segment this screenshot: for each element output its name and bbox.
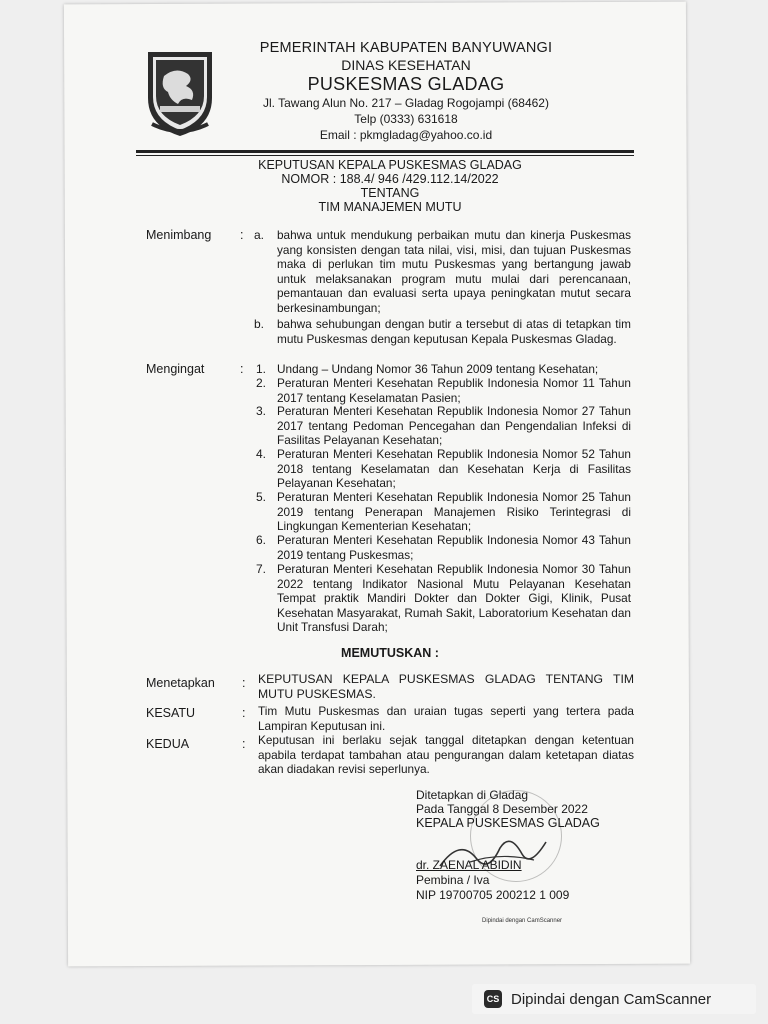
memutuskan-heading: MEMUTUSKAN : [341, 646, 439, 660]
menimbang-b-marker: b. [254, 317, 265, 331]
kesatu-text: Tim Mutu Puskesmas dan uraian tugas seperti yang tertera pada Lampiran Keputusan ini. [258, 704, 634, 733]
scanner-footnote: Dipindai dengan CamScanner [482, 918, 563, 924]
letterhead-email: Email : pkmgladag@yahoo.co.id [319, 128, 493, 142]
mengingat-item-number: 5. [256, 490, 267, 504]
mengingat-item-text: Peraturan Menteri Kesehatan Republik Indonesia Nomor 11 Tahun 2017 tentang Keselamatan Pasien; [277, 376, 631, 405]
menetapkan-label: Menetapkan [146, 676, 215, 690]
menimbang-b-text: bahwa sehubungan dengan butir a tersebut di atas di tetapkan tim mutu Puskesmas dengan keputusan Kepala Puskesmas Gladag. [277, 317, 631, 346]
menimbang-label: Menimbang [146, 228, 212, 242]
kedua-colon: : [242, 737, 246, 751]
mengingat-item-text: Peraturan Menteri Kesehatan Republik Indonesia Nomor 25 Tahun 2019 tentang Penerapan Manajemen Risiko Terintegrasi di Lingkungan Kementerian Kesehatan; [277, 490, 631, 534]
menimbang-colon: : [240, 228, 244, 242]
letterhead-government: PEMERINTAH KABUPATEN BANYUWANGI [259, 40, 553, 56]
camscanner-label: Dipindai dengan CamScanner [511, 990, 712, 1008]
kedua-label: KEDUA [146, 737, 190, 751]
kedua-text: Keputusan ini berlaku sejak tanggal ditetapkan dengan ketentuan apabila terdapat tambahan atau pengurangan dalam ketetapan diatas akan diadakan revisi seperlunya. [258, 733, 634, 777]
kesatu-label: KESATU [146, 706, 196, 720]
mengingat-item-text: Peraturan Menteri Kesehatan Republik Indonesia Nomor 43 Tahun 2019 tentang Puskesmas; [277, 533, 631, 562]
menetapkan-text: KEPUTUSAN KEPALA PUSKESMAS GLADAG TENTANG TIM MUTU PUSKESMAS. [258, 672, 634, 701]
menimbang-a-text: bahwa untuk mendukung perbaikan mutu dan kinerja Puskesmas yang konsisten dengan tata nilai, visi, misi, dan tujuan Puskesmas maka di perlukan tim mutu Puskesmas yang bertangung jawab untuk melaksanakan program mutu mulai dari perencanaan, pemantauan dan evaluasi serta upaya peningkatan mutut secara berkesinambungan; [277, 228, 631, 315]
mengingat-colon: : [240, 362, 244, 376]
signature-nip: NIP 19700705 200212 1 009 [416, 888, 570, 902]
decree-title: KEPUTUSAN KEPALA PUSKESMAS GLADAG [258, 158, 522, 172]
menetapkan-colon: : [242, 676, 246, 690]
mengingat-label: Mengingat [146, 362, 205, 376]
signature-name: dr. ZAENAL ABIDIN [416, 858, 522, 872]
mengingat-item-number: 2. [256, 376, 267, 390]
mengingat-item-text: Peraturan Menteri Kesehatan Republik Indonesia Nomor 27 Tahun 2017 tentang Pedoman Pencegahan dan Pengendalian Infeksi di Fasilitas Pelayanan Kesehatan; [277, 404, 631, 448]
mengingat-item-number: 7. [256, 562, 267, 576]
signature-place: Ditetapkan di Gladag [416, 788, 529, 802]
mengingat-item-text: Undang – Undang Nomor 36 Tahun 2009 tentang Kesehatan; [277, 362, 599, 376]
letterhead-phone: Telp (0333) 631618 [354, 112, 458, 126]
signature-date: Pada Tanggal 8 Desember 2022 [416, 802, 588, 816]
menimbang-a-marker: a. [254, 228, 265, 242]
letterhead-institution: PUSKESMAS GLADAG [307, 74, 505, 94]
letterhead-department: DINAS KESEHATAN [341, 57, 471, 73]
mengingat-item-text: Peraturan Menteri Kesehatan Republik Indonesia Nomor 52 Tahun 2018 tentang Keselamatan dan Kesehatan Kerja di Fasilitas Pelayanan Kesehatan; [277, 447, 631, 491]
mengingat-item-number: 4. [256, 447, 267, 461]
banyuwangi-emblem-logo [142, 46, 218, 138]
mengingat-item-number: 6. [256, 533, 267, 547]
mengingat-item-text: Peraturan Menteri Kesehatan Republik Indonesia Nomor 30 Tahun 2022 tentang Indikator Nasional Mutu Pelayanan Kesehatan Tempat praktik Mandiri Dokter dan Dokter Gigi, Klinik, Pusat Kesehatan Masyarakat, Rumah Sakit, Laboratorium Kesehatan dan Unit Transfusi Darah; [277, 562, 631, 635]
signature-rank: Pembina / Iva [416, 873, 490, 887]
decree-number: NOMOR : 188.4/ 946 /429.112.14/2022 [281, 172, 499, 186]
camscanner-watermark [472, 984, 756, 1014]
decree-about: TENTANG [360, 186, 420, 200]
camscanner-icon: CS [484, 990, 502, 1008]
signature-position: KEPALA PUSKESMAS GLADAG [416, 816, 600, 830]
kesatu-colon: : [242, 706, 246, 720]
letterhead-divider-thin [136, 155, 634, 156]
mengingat-item-number: 1. [256, 362, 267, 376]
decree-subject: TIM MANAJEMEN MUTU [318, 200, 462, 214]
mengingat-item-number: 3. [256, 404, 267, 418]
letterhead-address: Jl. Tawang Alun No. 217 – Gladag Rogojampi (68462) [263, 96, 549, 110]
letterhead [216, 40, 596, 143]
letterhead-divider-thick [136, 150, 634, 153]
